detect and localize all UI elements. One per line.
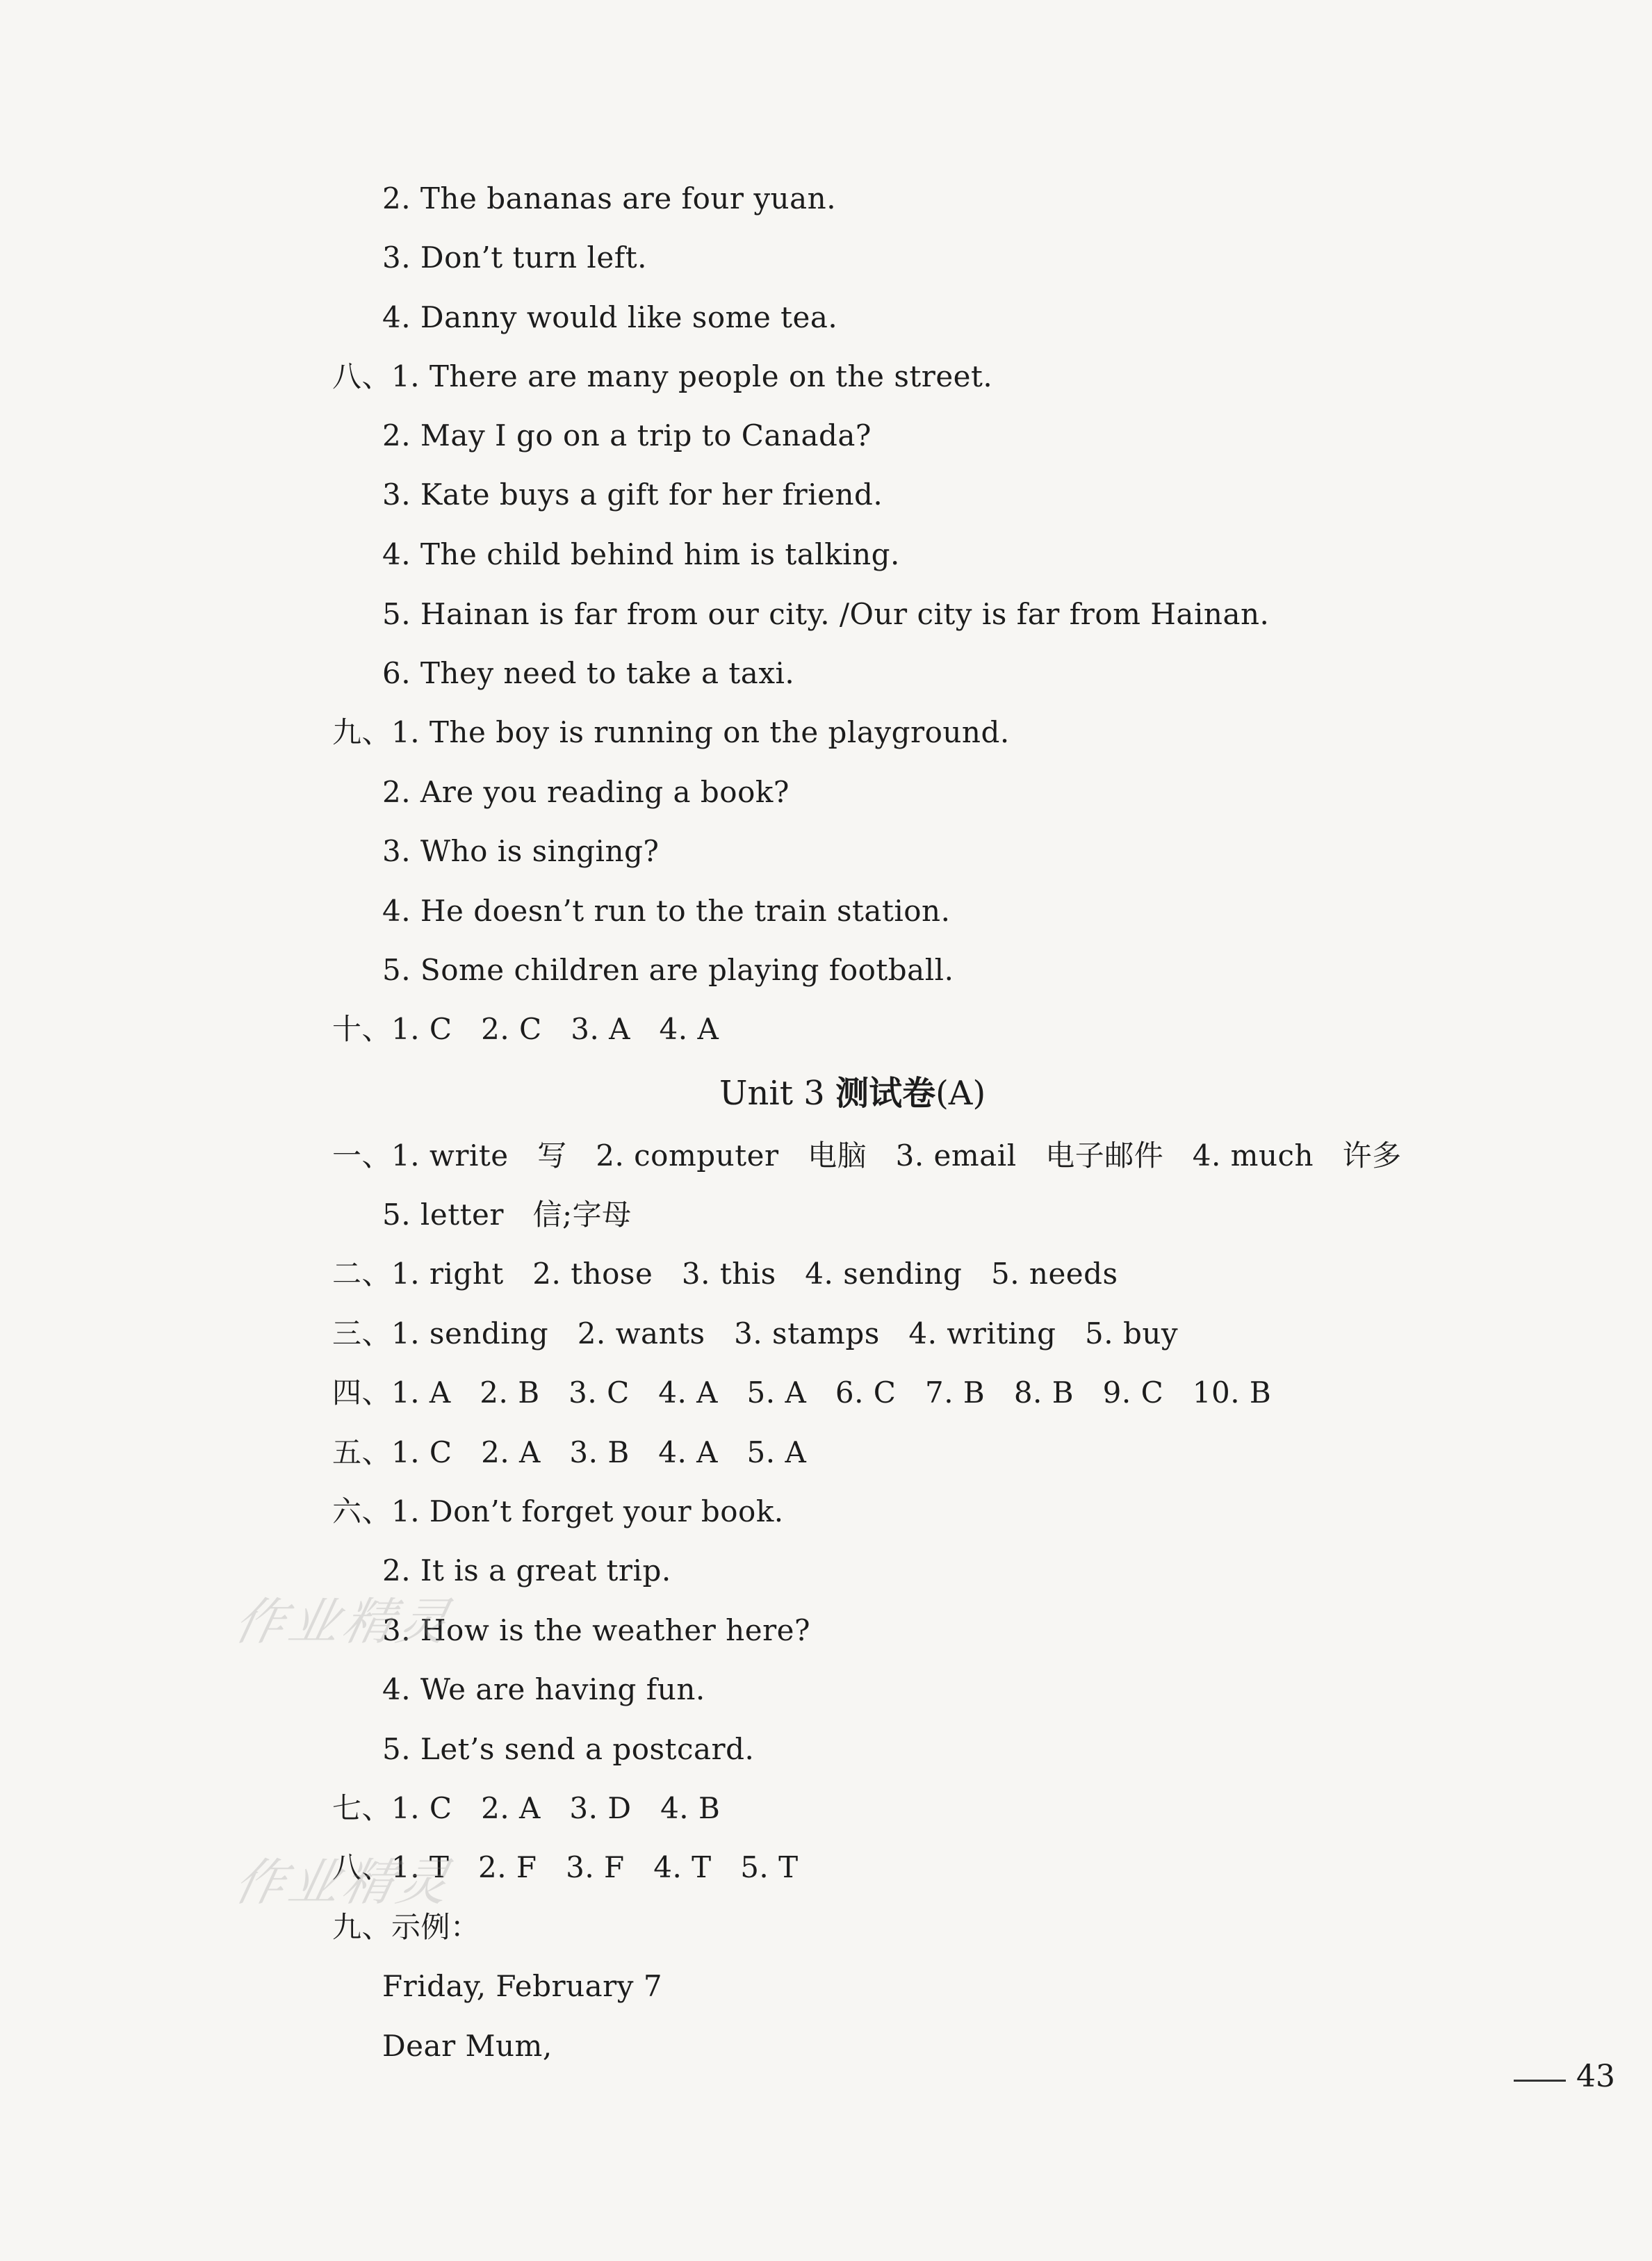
answer-line: 6. They need to take a taxi.: [382, 656, 795, 690]
answer-line: 4. He doesn’t run to the train station.: [382, 894, 951, 928]
answer-line: 4. The child behind him is talking.: [382, 537, 900, 571]
page-number: 43: [1576, 2059, 1615, 2094]
answer-line: 2. The bananas are four yuan.: [382, 181, 837, 215]
heading-unit: Unit 3: [719, 1074, 836, 1113]
section-9-line: 九、示例：: [332, 1910, 480, 1944]
watermark-logo: 作业精灵: [229, 1853, 459, 1911]
answer-line: 5. Hainan is far from our city. /Our city is far from Hainan.: [382, 597, 1270, 631]
section-3-line: 三、1. sending 2. wants 3. stamps 4. writing 5. buy: [332, 1316, 1179, 1350]
section-8-line: 八、1. T 2. F 3. F 4. T 5. T: [332, 1850, 799, 1884]
section-6-line: 六、1. Don’t forget your book.: [332, 1494, 784, 1528]
section-1-line: 一、1. write 写 2. computer 电脑 3. email 电子邮件 4. much 许多: [332, 1138, 1402, 1173]
page-number-dash: [1514, 2080, 1566, 2082]
section-7-line: 七、1. C 2. A 3. D 4. B: [332, 1791, 721, 1825]
answer-line: 3. How is the weather here?: [382, 1613, 811, 1647]
section-5-line: 五、1. C 2. A 3. B 4. A 5. A: [332, 1435, 807, 1469]
answer-line: 5. Let’s send a postcard.: [382, 1732, 755, 1766]
heading-title: 测试卷: [835, 1074, 936, 1113]
answer-line: 4. We are having fun.: [382, 1672, 705, 1706]
section-2-line: 二、1. right 2. those 3. this 4. sending 5. needs: [332, 1257, 1118, 1291]
answer-line: 3. Kate buys a gift for her friend.: [382, 477, 883, 512]
letter-date: Friday, February 7: [382, 1969, 663, 2003]
answer-line: 2. May I go on a trip to Canada?: [382, 418, 872, 452]
answer-line: 3. Who is singing?: [382, 834, 660, 868]
section-9-line: 九、1. The boy is running on the playground.: [332, 715, 1010, 749]
section-10-line: 十、1. C 2. C 3. A 4. A: [332, 1012, 719, 1046]
section-4-line: 四、1. A 2. B 3. C 4. A 5. A 6. C 7. B 8. B 9. C 10. B: [332, 1376, 1272, 1410]
section-8-line: 八、1. There are many people on the street.: [332, 359, 993, 393]
watermark-logo: 作业精灵: [229, 1592, 459, 1651]
answer-line: 5. letter 信;字母: [382, 1198, 632, 1232]
answer-line: 5. Some children are playing football.: [382, 953, 954, 987]
answer-line: 2. It is a great trip.: [382, 1553, 671, 1587]
answer-line: 2. Are you reading a book?: [382, 775, 790, 809]
letter-greeting: Dear Mum,: [382, 2029, 553, 2063]
heading-suffix: (A): [935, 1074, 986, 1113]
answer-line: 3. Don’t turn left.: [382, 240, 647, 275]
answer-line: 4. Danny would like some tea.: [382, 300, 838, 334]
unit-heading: [719, 1069, 986, 1118]
